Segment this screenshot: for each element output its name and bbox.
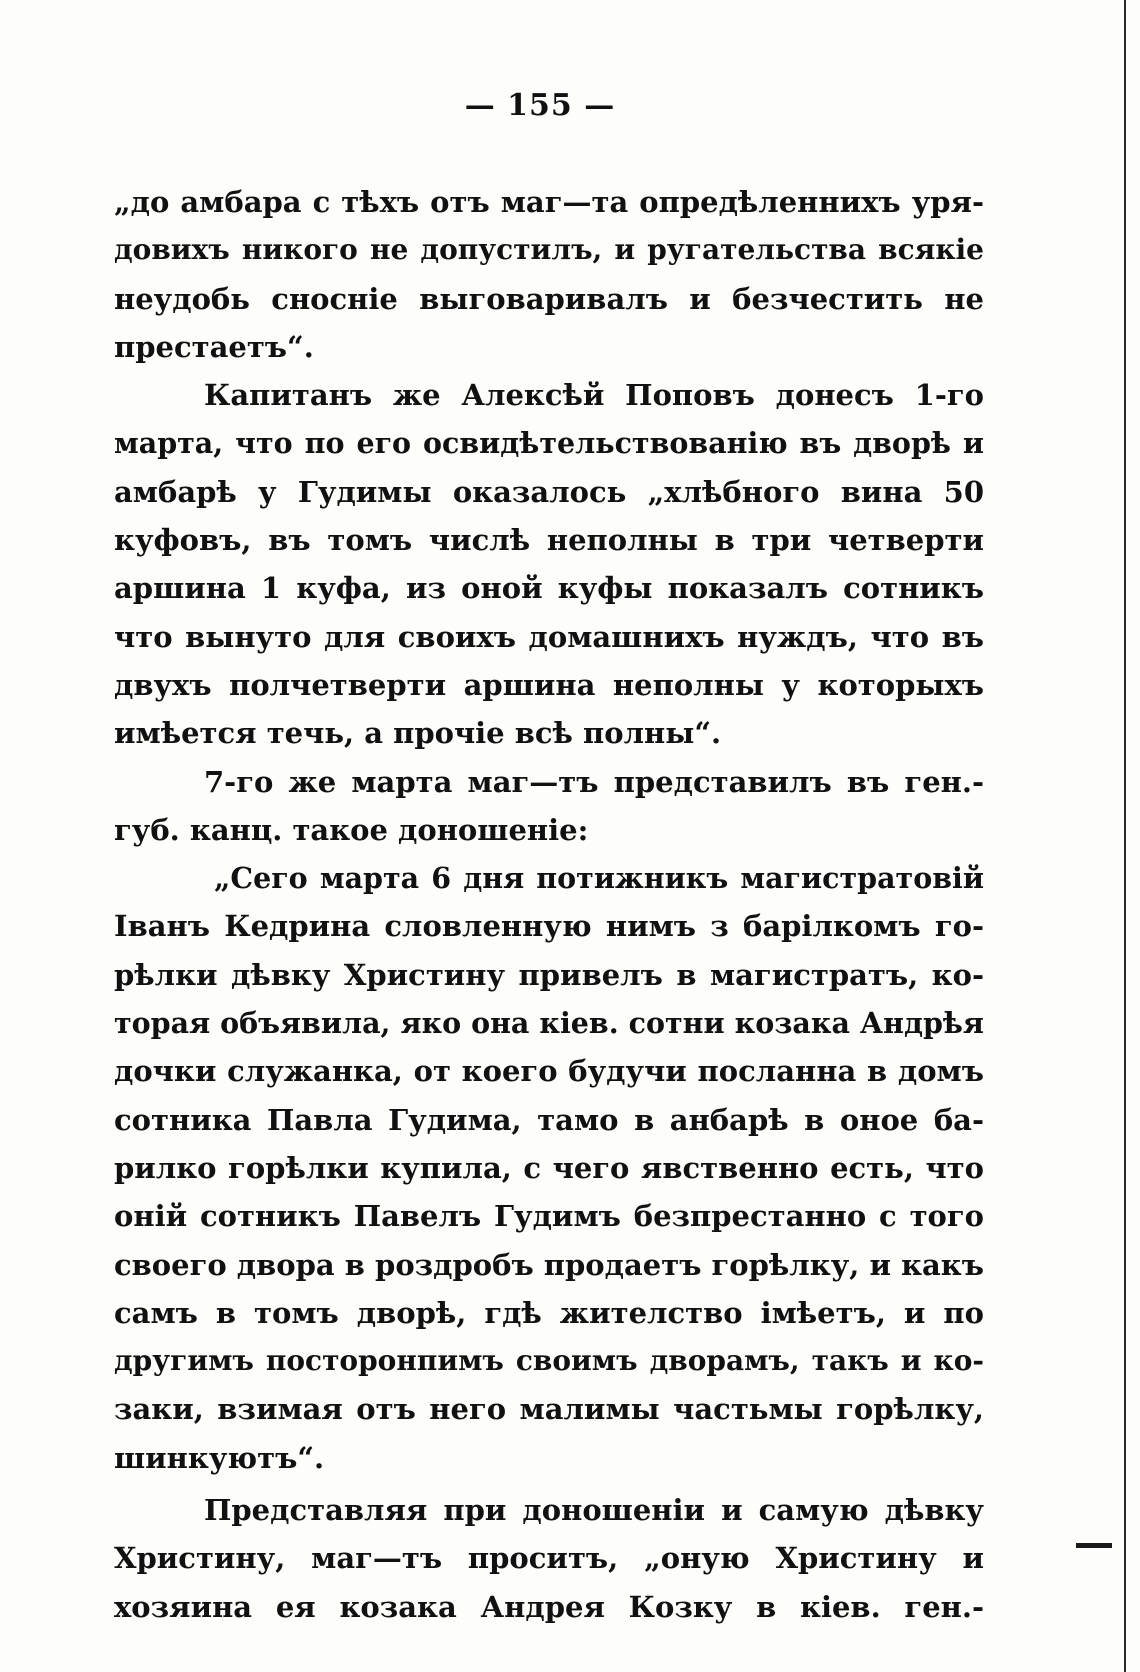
text-line: рѣлки дѣвку Христину привелъ в магистратъ, ко- (114, 957, 984, 992)
text-line: престаетъ“. (114, 329, 314, 364)
text-line: „Сего марта 6 дня потижникъ магистратовій (214, 861, 984, 896)
text-line: марта, что по его освидѣтельствованію въ дворѣ и (114, 426, 984, 461)
text-line: 7-го же марта маг—тъ представилъ въ ген.- (204, 764, 984, 799)
text-line: „до амбара с тѣхъ отъ маг—та опредѣленнихъ уря- (114, 185, 984, 219)
text-line: Представляя при доношеніи и самую дѣвку (204, 1493, 984, 1528)
text-line: рилко горѣлки купила, с чего явственно есть, что (114, 1150, 984, 1185)
text-line: аршина 1 куфа, из оной куфы показалъ сотникъ (114, 571, 984, 606)
page-number: — 155 — (464, 88, 616, 123)
text-line: двухъ полчетверти аршина неполны у которыхъ (114, 667, 984, 702)
text-line: что вынуто для своихъ домашнихъ нуждъ, что въ (114, 619, 984, 654)
text-line: Іванъ Кедрина словленную нимъ з барілкомъ го- (114, 909, 984, 944)
text-line: своего двора в роздробъ продаетъ горѣлку, и какъ (114, 1247, 984, 1282)
page-edge-rule (1124, 0, 1126, 1672)
body-text (114, 178, 984, 1631)
text-line: сотника Павла Гудима, тамо в анбарѣ в оное ба- (114, 1102, 984, 1137)
text-line: куфовъ, въ томъ числѣ неполны в три четверти (114, 523, 984, 558)
text-line: имѣется течь, а прочіе всѣ полны“. (114, 716, 722, 751)
text-line: другимъ посторонпимъ своимъ дворамъ, такъ и ко- (114, 1344, 984, 1378)
text-line: губ. канц. такое доношеніе: (114, 812, 589, 847)
text-line: шинкуютъ“. (114, 1440, 325, 1475)
text-line: самъ в томъ дворѣ, гдѣ жителство імѣетъ, и по (114, 1295, 984, 1330)
text-line: заки, взимая отъ него малимы частьмы горѣлку, (114, 1392, 984, 1427)
text-line: Капитанъ же Алексѣй Поповъ донесъ 1-го (204, 378, 984, 413)
text-line: довихъ никого не допустилъ, и ругательства всякіе (114, 233, 984, 267)
text-line: дочки служанка, от коего будучи посланна в домъ (114, 1054, 984, 1089)
text-line: неудобь сносніе выговаривалъ и безчестить не (114, 281, 984, 316)
text-line: оній сотникъ Павелъ Гудимъ безпрестанно с того (114, 1199, 984, 1234)
text-line: торая объявила, яко она кіев. сотни козака Андрѣя (114, 1006, 984, 1041)
text-line: хозяина ея козака Андрея Козку в кіев. ген.- (114, 1589, 984, 1624)
text-line: Христину, маг—тъ проситъ, „оную Христину и (114, 1541, 984, 1576)
margin-dash-mark (1076, 1543, 1112, 1548)
text-line: амбарѣ у Гудимы оказалось „хлѣбного вина 50 (114, 474, 984, 509)
